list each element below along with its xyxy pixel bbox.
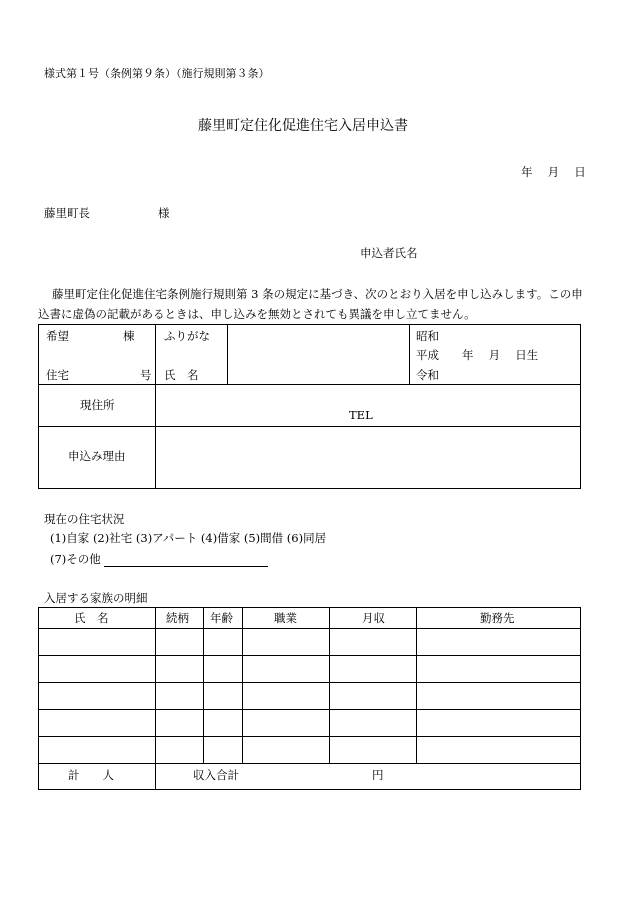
date-line: 年 月 日 — [521, 165, 586, 179]
col-workplace: 勤務先 — [480, 611, 515, 625]
total-persons: 計 人 — [68, 768, 114, 782]
era-heisei: 平成 — [416, 348, 439, 362]
desired-label: 希望 — [46, 329, 69, 343]
unit-number-label: 号 — [140, 368, 152, 382]
yen-label: 円 — [372, 768, 384, 782]
family-table-heading: 入居する家族の明細 — [44, 591, 148, 605]
name-label: 氏 名 — [164, 368, 199, 382]
page-title: 藤里町定住化促進住宅入居申込書 — [198, 118, 408, 134]
col-occupation: 職業 — [274, 611, 297, 625]
applicant-name-label: 申込者氏名 — [360, 246, 418, 260]
col-monthly-income: 月収 — [362, 611, 385, 625]
building-label: 棟 — [123, 329, 135, 343]
table-row[interactable] — [39, 683, 580, 709]
form-number: 様式第１号（条例第９条）（施行規則第３条） — [44, 67, 270, 80]
other-underline[interactable] — [104, 566, 268, 567]
tel-label: TEL — [349, 408, 373, 422]
honorific: 様 — [158, 206, 170, 220]
housing-status-heading: 現在の住宅状況 — [44, 512, 125, 526]
table-row[interactable] — [39, 656, 580, 682]
intro-text: 藤里町定住化促進住宅条例施行規則第 3 条の規定に基づき、次のとおり入居を申し込みします。この申込書に虚偽の記載があるときは、申し込みを無効とされても異議を申し立てません。 — [38, 287, 583, 321]
furigana-label: ふりがな — [164, 329, 210, 343]
income-total-label: 収入合計 — [193, 768, 239, 782]
applicant-name-field[interactable] — [228, 325, 408, 383]
intro-statement — [38, 284, 594, 324]
birthdate-suffix: 年 月 日生 — [462, 348, 539, 362]
table-row[interactable] — [39, 629, 580, 655]
address-label: 現住所 — [80, 398, 115, 412]
era-showa: 昭和 — [416, 329, 439, 343]
col-age: 年齢 — [210, 611, 233, 625]
addressee: 藤里町長 — [44, 206, 90, 220]
housing-status-other: (7)その他 — [50, 552, 101, 566]
reason-field[interactable] — [156, 427, 580, 488]
col-name: 氏 名 — [74, 611, 109, 625]
housing-status-options: (1)自家 (2)社宅 (3)アパート (4)借家 (5)間借 (6)同居 — [50, 531, 327, 545]
era-reiwa: 令和 — [416, 368, 439, 382]
col-relationship: 続柄 — [166, 611, 189, 625]
table-row[interactable] — [39, 710, 580, 736]
housing-label: 住宅 — [46, 368, 69, 382]
table-row[interactable] — [39, 737, 580, 763]
reason-label: 申込み理由 — [68, 449, 126, 463]
